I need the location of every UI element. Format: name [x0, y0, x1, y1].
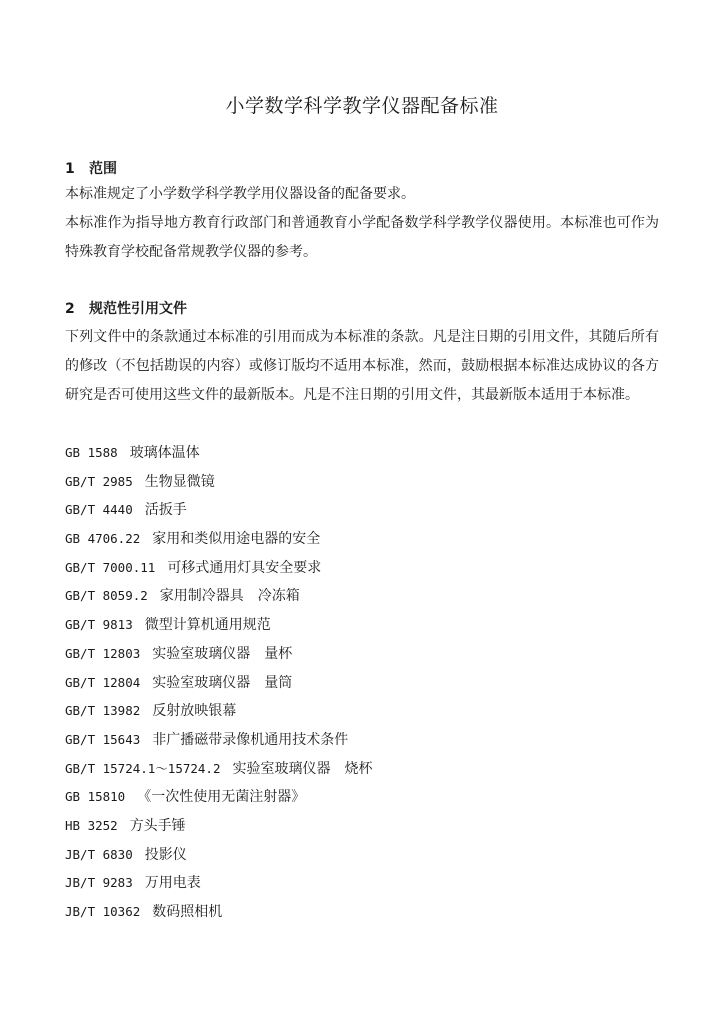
- reference-item: [65, 525, 659, 554]
- reference-code: GB/T 15724.1～15724.2: [65, 760, 221, 776]
- section-1-title: 范围: [89, 161, 117, 177]
- reference-item: [65, 496, 659, 525]
- reference-item: [65, 697, 659, 726]
- reference-name: 投影仪: [144, 846, 187, 863]
- reference-code: JB/T 9283: [65, 875, 133, 891]
- reference-name: 数码照相机: [152, 904, 223, 920]
- reference-item: [65, 726, 659, 755]
- reference-code: GB/T 12804: [65, 674, 141, 690]
- reference-name: 万用电表: [144, 875, 201, 892]
- reference-code: GB/T 15643: [65, 731, 141, 747]
- reference-code: HB 3252: [65, 817, 118, 833]
- section-1-paragraph-1: 本标准规定了小学数学科学教学用仪器设备的配备要求。: [65, 186, 415, 202]
- reference-name: 实验室玻璃仪器 量筒: [152, 674, 293, 691]
- reference-code: GB/T 9813: [65, 617, 133, 633]
- reference-code: GB 15810: [65, 789, 126, 805]
- reference-item: [65, 755, 659, 784]
- reference-code: GB/T 4440: [65, 502, 133, 518]
- reference-name: 方头手锤: [129, 817, 186, 834]
- reference-name: 反射放映银幕: [152, 703, 237, 720]
- section-2-paragraph-1: 下列文件中的条款通过本标准的引用而成为本标准的条款。凡是注日期的引用文件，其随后所有的修改（不包括勘误的内容）或修订版均不适用本标准，然而，鼓励根据本标准达成协议的各方研究是否可使用这些文件的最新版本。凡是不注日期的引用文件，其最新版本适用于本标准。: [65, 329, 659, 403]
- reference-item: [65, 783, 659, 812]
- reference-item: [65, 869, 659, 898]
- reference-item: [65, 611, 659, 640]
- reference-item: [65, 439, 659, 468]
- reference-code: GB/T 8059.2: [65, 588, 148, 604]
- reference-item: [65, 582, 659, 611]
- reference-name: 《一次性使用无菌注射器》: [137, 789, 306, 806]
- section-1-heading: [65, 158, 117, 180]
- reference-name: 微型计算机通用规范: [144, 617, 271, 634]
- reference-name: 实验室玻璃仪器 量杯: [152, 645, 293, 662]
- section-2-title: 规范性引用文件: [89, 301, 187, 317]
- reference-code: JB/T 10362: [65, 904, 141, 919]
- reference-item: [65, 812, 659, 841]
- reference-code: GB/T 13982: [65, 703, 141, 719]
- section-2-number: 2: [65, 301, 75, 317]
- section-2-heading: [65, 298, 187, 320]
- reference-item: [65, 640, 659, 669]
- reference-name: 可移式通用灯具安全要求: [167, 559, 322, 576]
- document-title: 小学数学科学教学仪器配备标准: [225, 95, 499, 117]
- reference-code: JB/T 6830: [65, 846, 133, 862]
- reference-item: [65, 554, 659, 583]
- reference-item: [65, 468, 659, 497]
- reference-item: [65, 669, 659, 698]
- section-1-number: 1: [65, 161, 75, 177]
- reference-code: GB/T 7000.11: [65, 559, 156, 575]
- reference-code: GB/T 2985: [65, 473, 133, 489]
- reference-list: [65, 439, 659, 927]
- reference-name: 实验室玻璃仪器 烧杯: [232, 760, 373, 777]
- reference-code: GB 1588: [65, 445, 118, 460]
- reference-name: 家用制冷器具 冷冻箱: [159, 588, 300, 605]
- reference-code: GB/T 12803: [65, 645, 141, 661]
- reference-item: [65, 898, 659, 927]
- section-1-paragraph-2: 本标准作为指导地方教育行政部门和普通教育小学配备数学科学教学仪器使用。本标准也可作为特殊教育学校配备常规教学仪器的参考。: [65, 215, 659, 260]
- reference-name: 玻璃体温体: [129, 445, 200, 461]
- reference-item: [65, 841, 659, 870]
- reference-name: 家用和类似用途电器的安全: [152, 531, 321, 548]
- reference-name: 非广播磁带录像机通用技术条件: [152, 731, 349, 748]
- reference-name: 生物显微镜: [144, 473, 215, 490]
- reference-name: 活扳手: [144, 502, 187, 519]
- reference-code: GB 4706.22: [65, 531, 141, 547]
